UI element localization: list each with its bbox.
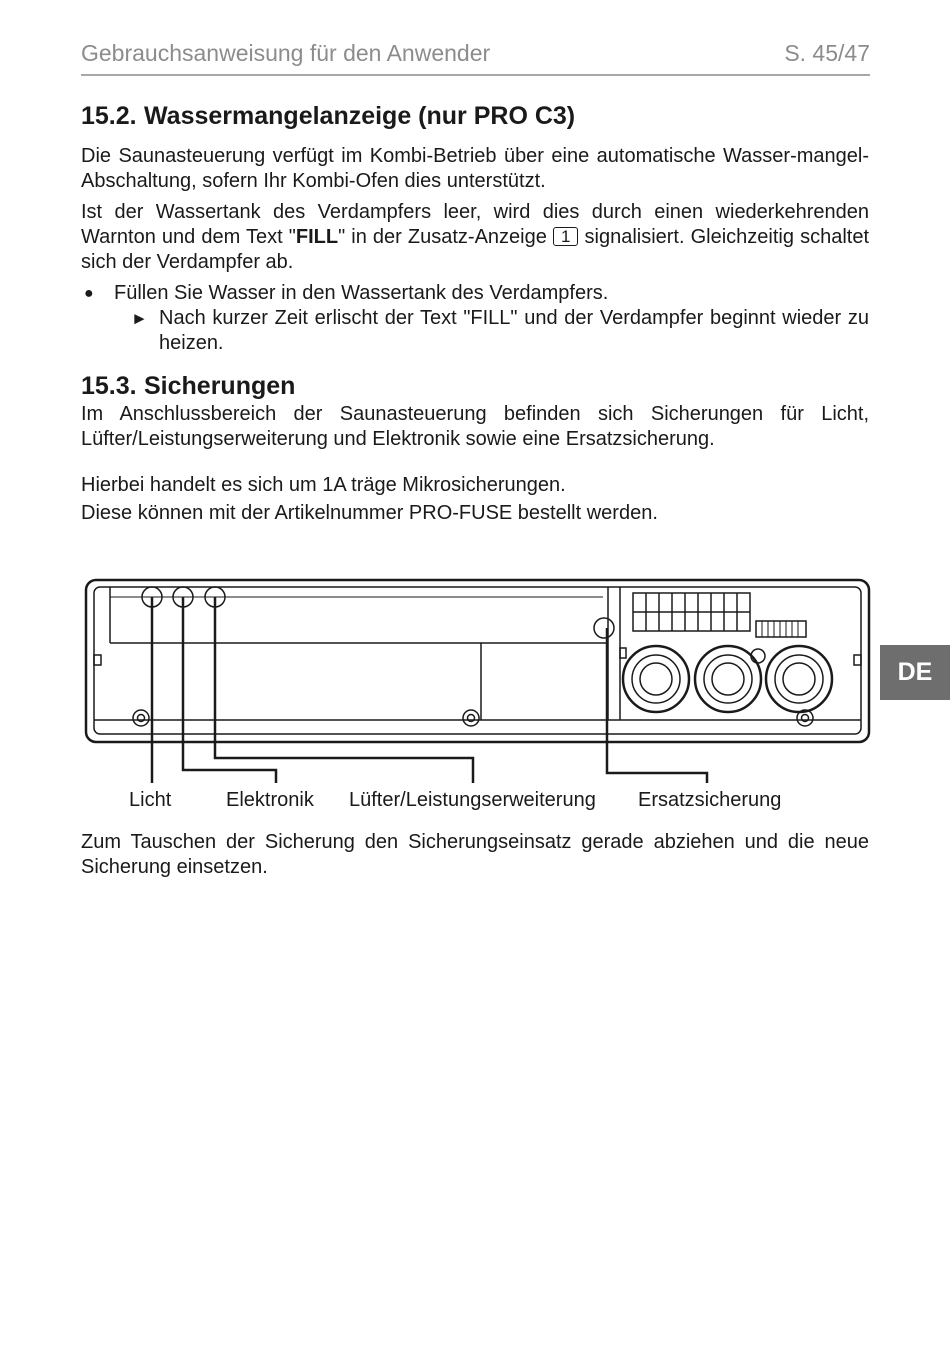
- display-key-1: 1: [553, 227, 578, 246]
- paragraph-fuse-order: Diese können mit der Artikelnummer PRO-FUSE bestellt werden.: [81, 502, 658, 524]
- closing-section: [81, 830, 869, 880]
- main-content: [81, 100, 869, 526]
- result-item: ► Nach kurzer Zeit erlischt der Text "FILL" und der Verdampfer beginnt wieder zu heizen.: [131, 307, 869, 354]
- fuse-diagram: [83, 578, 873, 818]
- triangle-right-icon: ►: [131, 309, 148, 328]
- section-title: Wassermangelanzeige (nur PRO C3): [144, 102, 576, 130]
- paragraph-replace-fuse: Zum Tauschen der Sicherung den Sicherungseinsatz gerade abziehen und die neue Sicherung einsetzen.: [81, 831, 869, 878]
- label-licht: Licht: [129, 789, 172, 811]
- paragraph-fuses: Im Anschlussbereich der Saunasteuerung befinden sich Sicherungen für Licht, Lüfter/Leistungserweiterung und Elektronik sowie eine Ersatzsicherung.: [81, 403, 869, 450]
- list-item: ● Füllen Sie Wasser in den Wassertank des Verdampfers.: [84, 282, 609, 304]
- section-heading-15-2: [81, 100, 869, 132]
- section-title: Sicherungen: [144, 372, 296, 400]
- label-elektronik: Elektronik: [226, 789, 314, 811]
- language-tab: DE: [880, 645, 950, 700]
- paragraph-fill-warning: Ist der Wassertank des Verdampfers leer, wird dies durch einen wiederkehrenden Warnton und dem Text "FILL" in der Zusatz-Anzeige 1 signalisiert. Gleichzeitig schaltet sich der Verdampfer ab.: [81, 201, 870, 273]
- section-number: 15.3.: [81, 372, 137, 400]
- page-number: S. 45/47: [784, 40, 870, 66]
- label-luefter: Lüfter/Leistungserweiterung: [349, 789, 596, 811]
- paragraph-fuse-type: Hierbei handelt es sich um 1A träge Mikrosicherungen.: [81, 474, 566, 496]
- bullet-icon: ●: [84, 285, 94, 302]
- page-header: [81, 38, 870, 76]
- control-unit-drawing: [83, 578, 873, 783]
- paragraph-water-shutdown: Die Saunasteuerung verfügt im Kombi-Betrieb über eine automatische Wasser-mangel-Abschaltung, sofern Ihr Kombi-Ofen dies unterstützt.: [81, 145, 869, 192]
- label-ersatzsicherung: Ersatzsicherung: [638, 789, 782, 811]
- document-title: Gebrauchsanweisung für den Anwender: [81, 40, 491, 66]
- section-number: 15.2.: [81, 102, 137, 130]
- section-heading-15-3: [81, 370, 869, 402]
- fill-text: FILL: [295, 226, 339, 248]
